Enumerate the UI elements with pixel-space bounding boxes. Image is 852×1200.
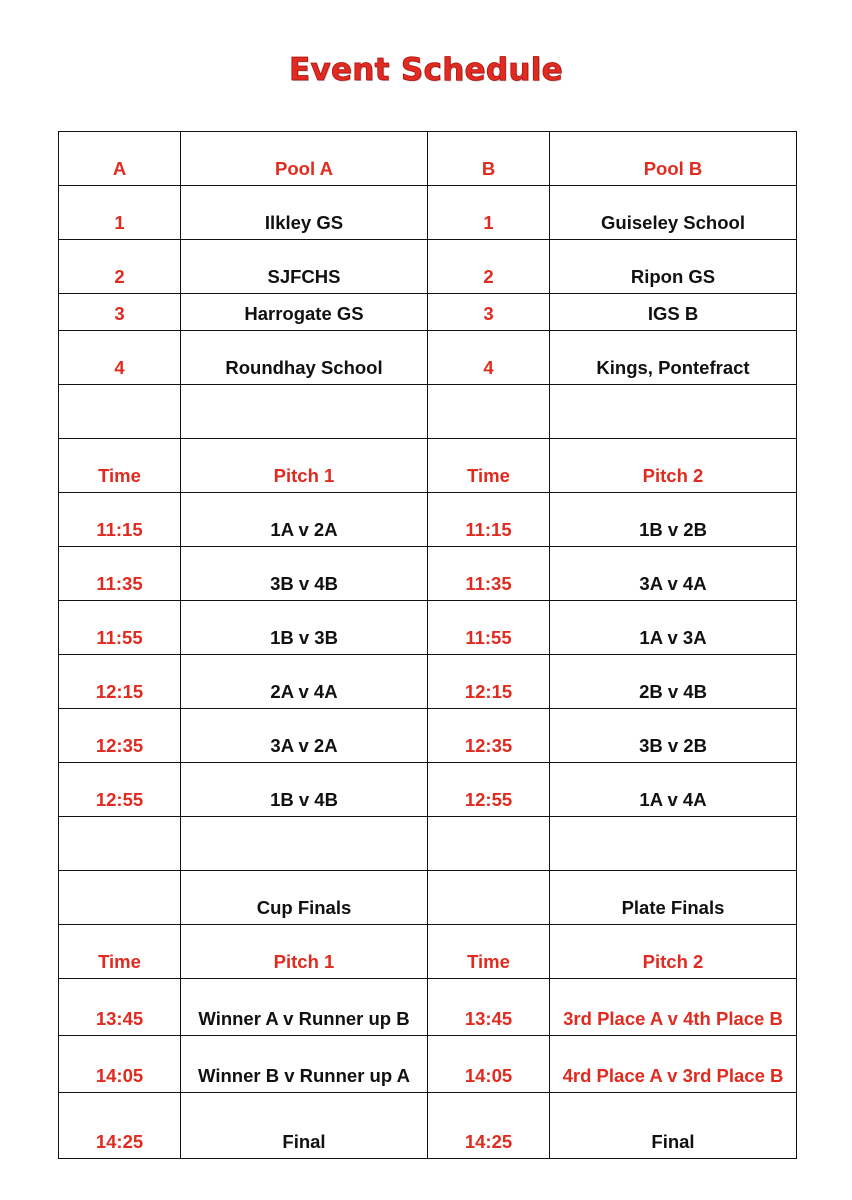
match-time: 12:15 [428, 655, 550, 709]
pool-b-team: Ripon GS [550, 240, 797, 294]
match-row [59, 709, 797, 763]
plate-final-match: Final [550, 1093, 797, 1159]
plate-final-match: 3rd Place A v 4th Place B [550, 979, 797, 1036]
pitch-2-match: 1A v 3A [550, 601, 797, 655]
pools-header-row [59, 132, 797, 186]
pool-b-team: IGS B [550, 294, 797, 331]
finals-header-row [59, 925, 797, 979]
pool-seed: 1 [59, 186, 181, 240]
pool-seed: 2 [59, 240, 181, 294]
match-time: 12:55 [59, 763, 181, 817]
pitch-2-header: Pitch 2 [550, 925, 797, 979]
time-header: Time [428, 439, 550, 493]
match-time: 12:55 [428, 763, 550, 817]
pool-a-team: Ilkley GS [181, 186, 428, 240]
pitch-1-match: 3B v 4B [181, 547, 428, 601]
pool-a-team: SJFCHS [181, 240, 428, 294]
cup-final-match: Winner B v Runner up A [181, 1036, 428, 1093]
cup-finals-label: Cup Finals [181, 871, 428, 925]
pool-b-letter-header: B [428, 132, 550, 186]
match-time: 11:55 [428, 601, 550, 655]
final-time: 13:45 [59, 979, 181, 1036]
match-row [59, 763, 797, 817]
match-time: 12:15 [59, 655, 181, 709]
pool-seed: 3 [428, 294, 550, 331]
pool-row [59, 240, 797, 294]
empty-row [59, 817, 797, 871]
pool-b-team: Kings, Pontefract [550, 331, 797, 385]
final-time: 14:25 [59, 1093, 181, 1159]
pool-b-team: Guiseley School [550, 186, 797, 240]
pool-a-team: Roundhay School [181, 331, 428, 385]
final-row [59, 1036, 797, 1093]
matches-header-row [59, 439, 797, 493]
final-row [59, 979, 797, 1036]
time-header: Time [59, 925, 181, 979]
plate-final-match: 4rd Place A v 3rd Place B [550, 1036, 797, 1093]
empty-row [59, 385, 797, 439]
pool-a-header: Pool A [181, 132, 428, 186]
pitch-2-match: 3A v 4A [550, 547, 797, 601]
pitch-2-match: 2B v 4B [550, 655, 797, 709]
pool-seed: 2 [428, 240, 550, 294]
pitch-1-header: Pitch 1 [181, 925, 428, 979]
final-time: 13:45 [428, 979, 550, 1036]
pool-row [59, 331, 797, 385]
pool-seed: 3 [59, 294, 181, 331]
pitch-2-match: 3B v 2B [550, 709, 797, 763]
pool-row [59, 294, 797, 331]
match-time: 11:35 [428, 547, 550, 601]
pitch-1-header: Pitch 1 [181, 439, 428, 493]
pool-b-header: Pool B [550, 132, 797, 186]
pool-a-team: Harrogate GS [181, 294, 428, 331]
match-time: 11:55 [59, 601, 181, 655]
match-row [59, 601, 797, 655]
cup-final-match: Winner A v Runner up B [181, 979, 428, 1036]
match-time: 12:35 [59, 709, 181, 763]
pitch-1-match: 3A v 2A [181, 709, 428, 763]
pitch-1-match: 2A v 4A [181, 655, 428, 709]
pitch-2-match: 1B v 2B [550, 493, 797, 547]
time-header: Time [428, 925, 550, 979]
pool-seed: 4 [428, 331, 550, 385]
schedule-table [58, 131, 797, 1159]
match-time: 11:15 [428, 493, 550, 547]
pool-row [59, 186, 797, 240]
match-time: 11:35 [59, 547, 181, 601]
match-time: 12:35 [428, 709, 550, 763]
time-header: Time [59, 439, 181, 493]
final-row [59, 1093, 797, 1159]
match-row [59, 493, 797, 547]
pitch-1-match: 1A v 2A [181, 493, 428, 547]
pool-seed: 1 [428, 186, 550, 240]
pitch-2-match: 1A v 4A [550, 763, 797, 817]
match-row [59, 655, 797, 709]
pitch-1-match: 1B v 3B [181, 601, 428, 655]
page-title: Event Schedule [289, 52, 563, 88]
plate-finals-label: Plate Finals [550, 871, 797, 925]
pool-a-letter-header: A [59, 132, 181, 186]
match-row [59, 547, 797, 601]
final-time: 14:25 [428, 1093, 550, 1159]
pool-seed: 4 [59, 331, 181, 385]
pitch-2-header: Pitch 2 [550, 439, 797, 493]
pitch-1-match: 1B v 4B [181, 763, 428, 817]
cup-final-match: Final [181, 1093, 428, 1159]
finals-label-row [59, 871, 797, 925]
final-time: 14:05 [59, 1036, 181, 1093]
final-time: 14:05 [428, 1036, 550, 1093]
match-time: 11:15 [59, 493, 181, 547]
